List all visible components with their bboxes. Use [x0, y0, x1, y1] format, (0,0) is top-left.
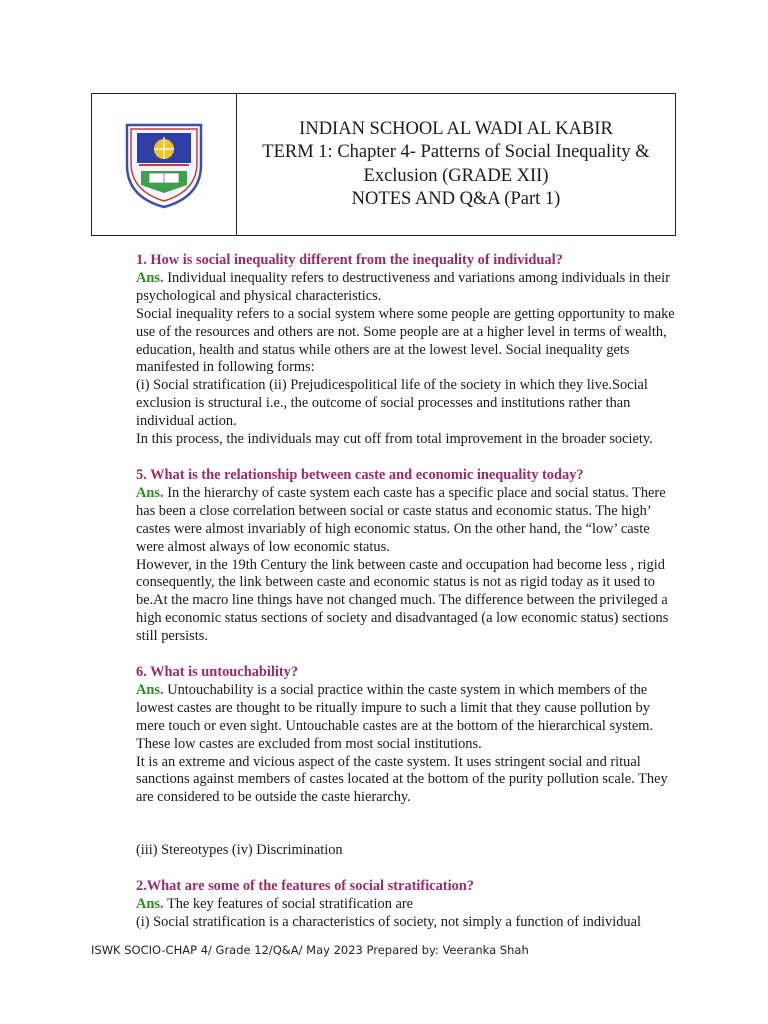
question-2: 2.What are some of the features of social stratification? — [136, 878, 474, 895]
answer-1-paragraph-3: (i) Social stratification (ii) Prejudicespolitical life of the society in which they live.Social exclusion is structural i.e., the outcome of social processes and institutions rather than individual action. — [136, 377, 648, 430]
exclusion-grade: Exclusion (GRADE XII) — [363, 165, 549, 186]
logo-cell — [92, 94, 237, 235]
answer-text: In the hierarchy of caste system each caste has a specific place and social status. There has been a close correlation between social or caste status and economic status. The high’ castes were almost invariably of high economic status. On the other hand, the “low’ caste were almost always of low economic status. — [136, 484, 666, 555]
question-5: 5. What is the relationship between caste and economic inequality today? — [136, 466, 584, 483]
stereotypes-line: (iii) Stereotypes (iv) Discrimination — [136, 842, 343, 859]
document-body — [136, 252, 681, 932]
answer-5 — [136, 485, 681, 557]
school-name: INDIAN SCHOOL AL WADI AL KABIR — [299, 118, 613, 139]
answer-text: The key features of social stratification are — [163, 896, 414, 913]
answer-text: Untouchability is a social practice within the caste system in which members of the lowest castes are thought to be ritually impure to such a limit that they cause pollution by mere touch or even sight. Untouchable castes are at the bottom of the hierarchical system. These low castes are excluded from most social institutions. — [136, 681, 654, 752]
page-footer: ISWK SOCIO-CHAP 4/ Grade 12/Q&A/ May 2023 Prepared by: Veeranka Shah — [91, 943, 529, 957]
answer-1 — [136, 270, 681, 306]
answer-label: Ans. — [136, 484, 164, 501]
answer-6 — [136, 682, 681, 754]
term-title: TERM 1: Chapter 4- Patterns of Social Inequality & — [262, 142, 650, 162]
answer-2-paragraph-2: (i) Social stratification is a characteristics of society, not simply a function of individual — [136, 914, 641, 930]
header-box — [91, 93, 676, 236]
answer-1-paragraph-4: In this process, the individuals may cut off from total improvement in the broader society. — [136, 431, 653, 448]
answer-label: Ans. — [136, 681, 164, 698]
answer-label: Ans. — [136, 896, 164, 913]
title-cell — [237, 94, 675, 235]
question-6: 6. What is untouchability? — [136, 664, 299, 681]
answer-1-paragraph-2: Social inequality refers to a social system where some people are getting opportunity to make use of the resources and others are not. Some people are at a higher level in terms of wealth, education, health and status while others are at the lowest level. Social inequality gets manifested in following forms: — [136, 305, 675, 376]
answer-5-paragraph-2: However, in the 19th Century the link between caste and occupation had become less , rigid consequently, the link between caste and economic status is not as rigid today as it used to be.At the macro line things have not changed much. The difference between the privileged a high economic status sections of society and disadvantaged (a low economic status) sections still persists. — [136, 556, 669, 645]
answer-2 — [136, 896, 681, 914]
answer-text: Individual inequality refers to destructiveness and variations among individuals in their psychological and physical characteristics. — [136, 269, 670, 304]
answer-6-paragraph-2: It is an extreme and vicious aspect of the caste system. It uses stringent social and ritual sanctions against members of castes located at the bottom of the purity pollution scale. They are considered to be outside the caste hierarchy. — [136, 753, 668, 806]
question-1: 1. How is social inequality different from the inequality of individual? — [136, 252, 563, 268]
school-crest-icon — [121, 119, 207, 211]
answer-label: Ans. — [136, 269, 164, 286]
notes-title: NOTES AND Q&A (Part 1) — [351, 189, 561, 209]
